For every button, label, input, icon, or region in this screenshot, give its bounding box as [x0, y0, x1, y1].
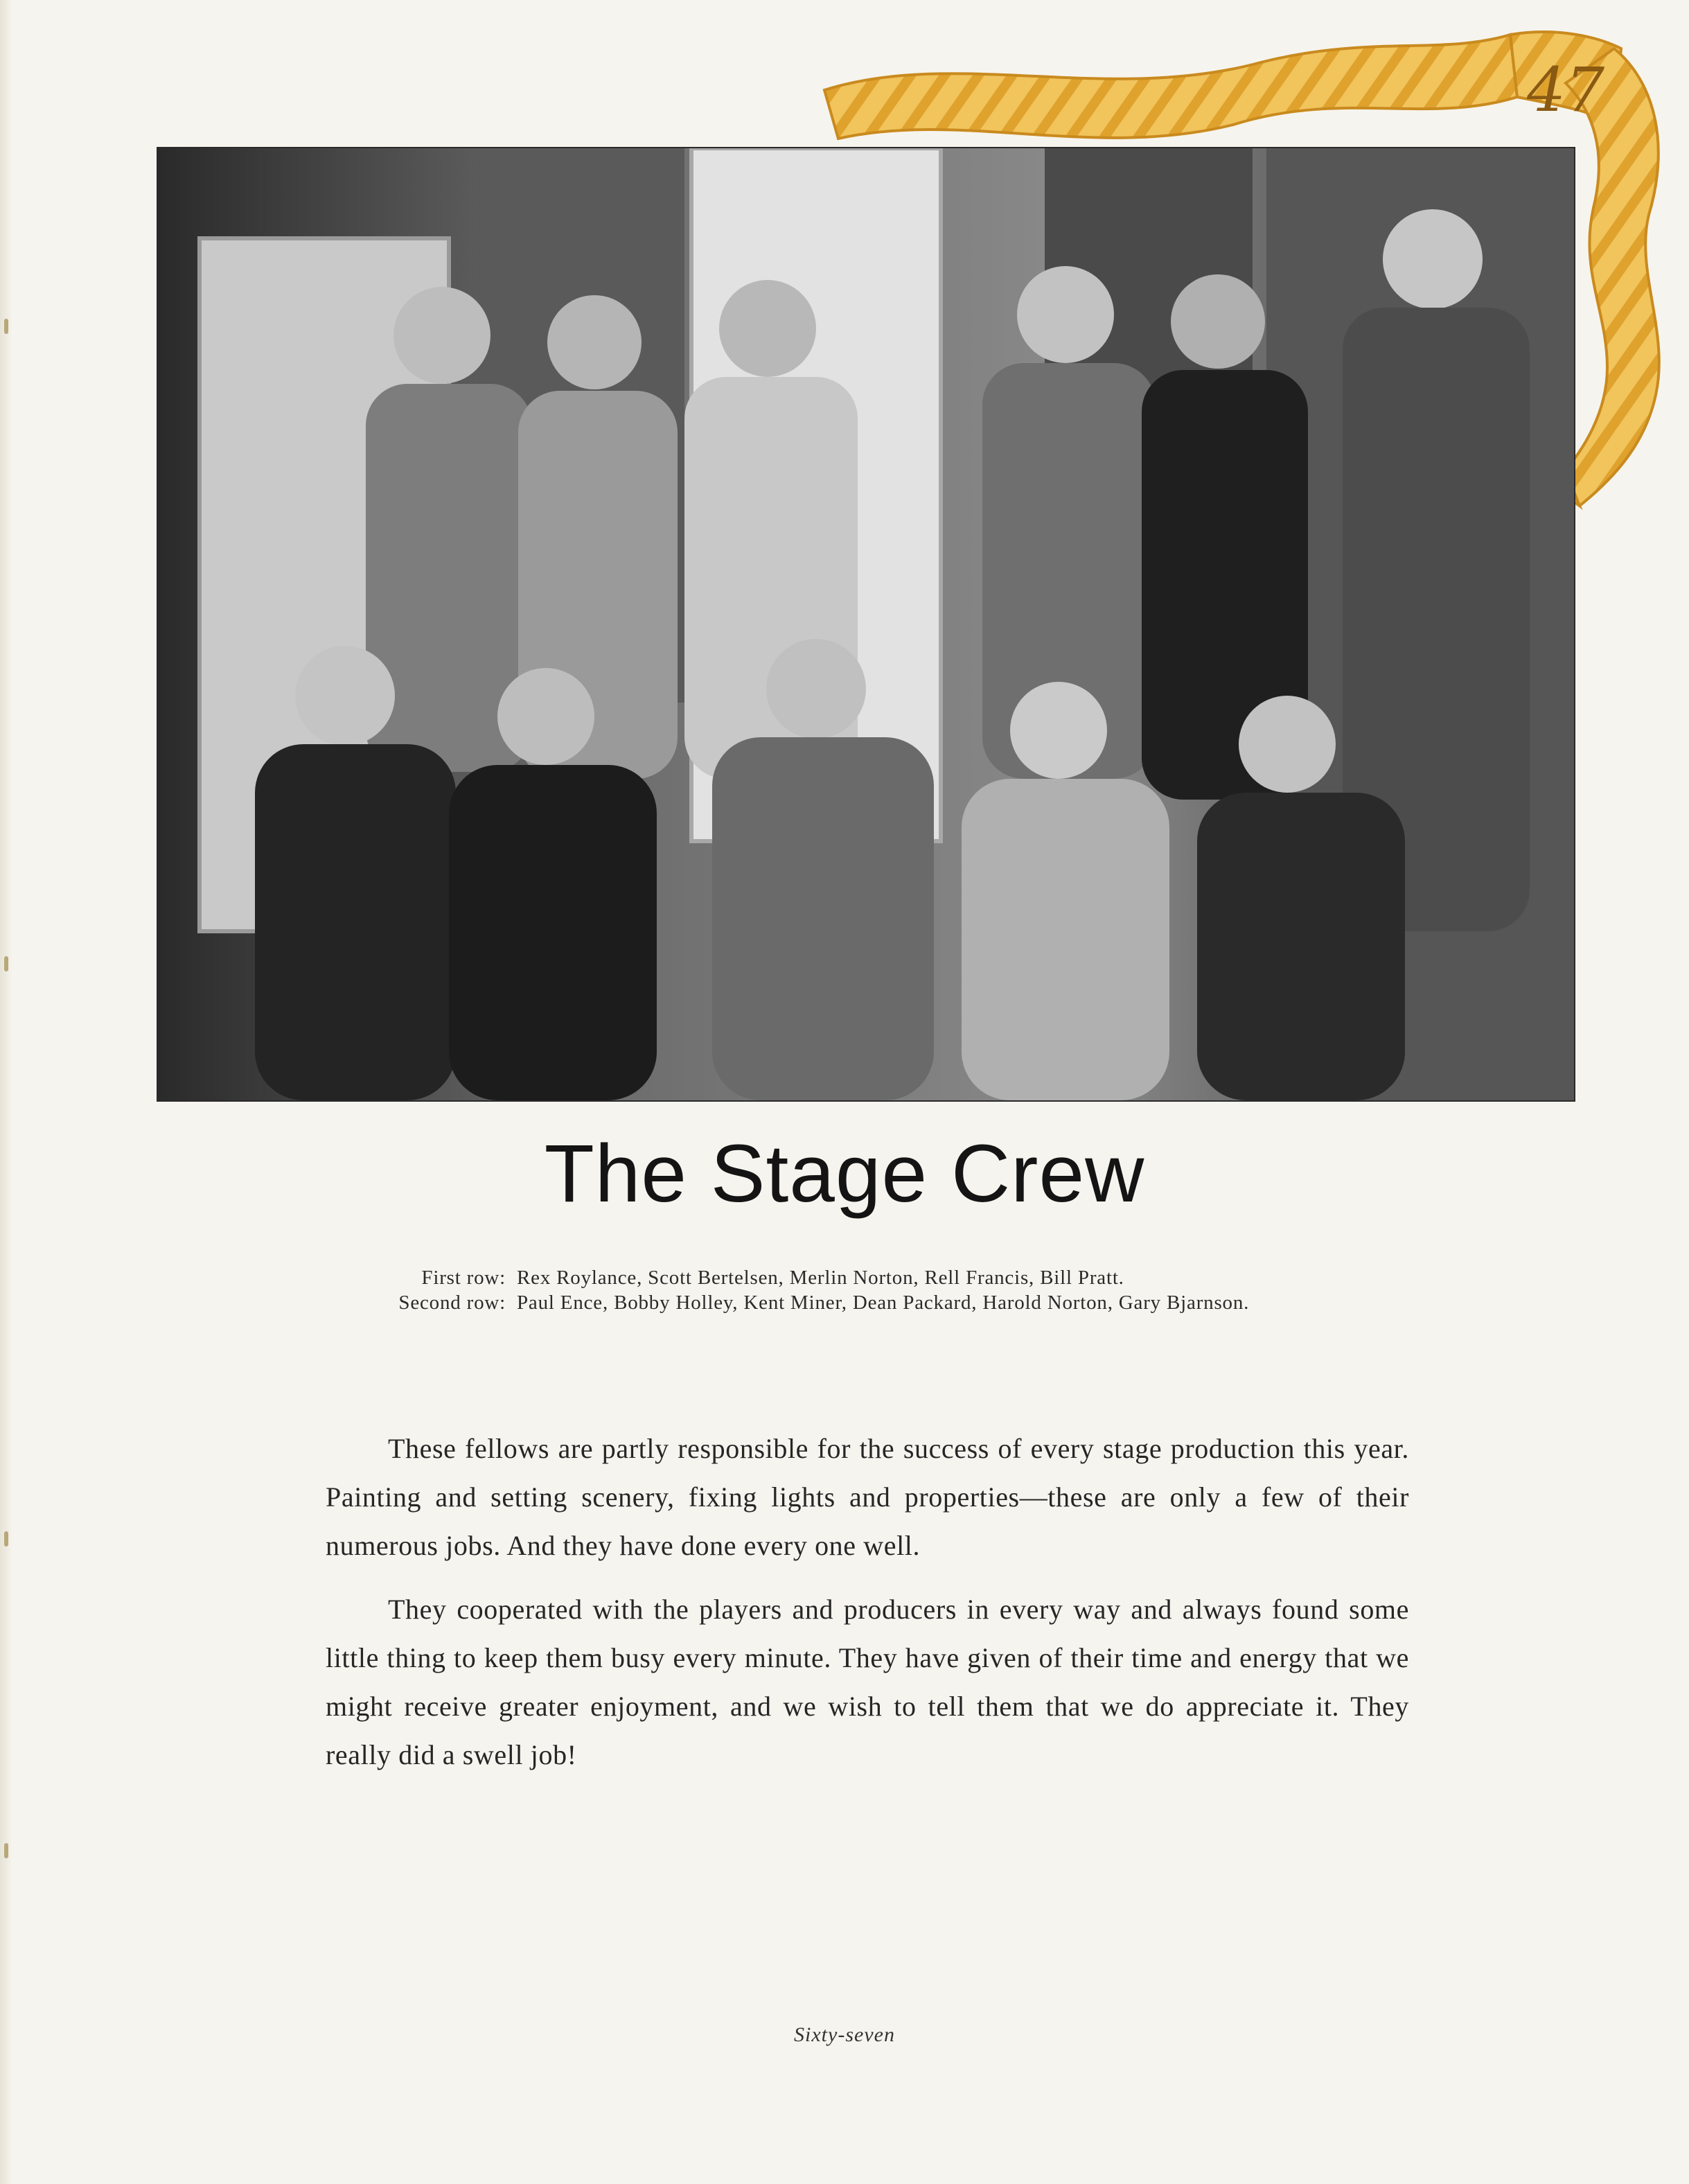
year-mark-text: 47	[1527, 54, 1604, 125]
paragraph: They cooperated with the players and producers in every way and always found some little thing to keep them busy every minute. They have given of their time and energy that we might receive greater enjoyment, and we wish to tell them that we do appreciate it. They really did a swell job!	[326, 1594, 1409, 1770]
roster-row-label: Second row:	[398, 1292, 506, 1314]
roster-row-label: First row:	[421, 1267, 506, 1289]
paragraph: These fellows are partly responsible for the success of every stage production this year. Painting and setting scenery, fixing lights and properties—these are only a few of their numerous jobs. And they have done every one well.	[326, 1433, 1409, 1561]
article-body	[326, 1425, 1409, 1795]
roster-names: Paul Ence, Bobby Holley, Kent Miner, Dean Packard, Harold Norton, Gary Bjarnson.	[517, 1292, 1250, 1314]
roster-caption	[367, 1265, 1476, 1315]
group-photo	[158, 148, 1574, 1100]
page-title: The Stage Crew	[544, 1128, 1145, 1219]
page-number: Sixty-seven	[794, 2023, 895, 2046]
roster-first-row	[367, 1265, 1476, 1290]
roster-second-row	[367, 1290, 1476, 1315]
roster-names: Rex Roylance, Scott Bertelsen, Merlin Norton, Rell Francis, Bill Pratt.	[517, 1267, 1124, 1289]
page-binding-edge	[0, 0, 12, 2184]
